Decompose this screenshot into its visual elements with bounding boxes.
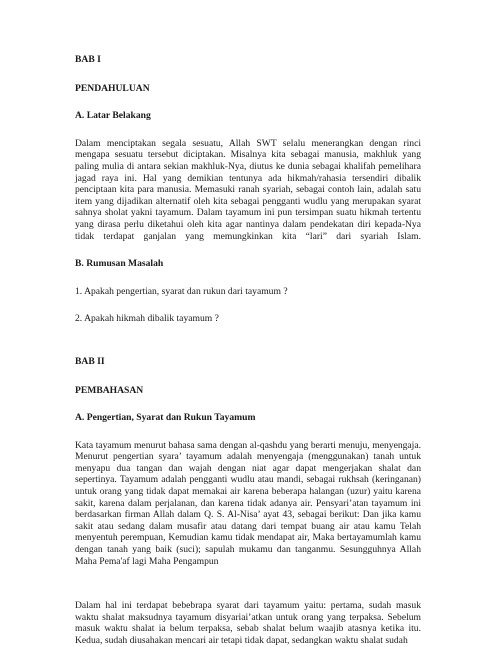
- section-a-heading: A. Latar Belakang: [75, 110, 151, 122]
- definition-paragraph: Kata tayamum menurut bahasa sama dengan al-qashdu yang berarti menuju, menyengaja. Menurut pengertian syara’ tayamum adalah menyengaja (menggunakan) tanah untuk menyapu dua tangan dan wajah dengan niat agar dapat mengerjakan shalat dan sepertinya. Tayamum adalah pengganti wudlu atau mandi, sebagai rukhsah (keringanan) untuk orang yang tidak dapat memakai air karena beberapa halangan (uzur) yaitu karena sakit, karena dalam perjalanan, dan karena tidak adanya air. Pensyari’atan tayamum ini berdasarkan firman Allah dalam Q. S. Al-Nisa’ ayat 43, sebagai berikut: Dan jika kamu sakit atau sedang dalam musafir atau datang dari tempat buang air atau kamu Telah menyentuh perempuan, Kemudian kamu tidak mendapat air, Maka bertayamumlah kamu dengan tanah yang baik (suci); sapulah mukamu dan tanganmu. Sesungguhnya Allah Maha Pema'af lagi Maha Pengampun: [75, 439, 421, 567]
- chapter-1-title: BAB I: [75, 54, 101, 65]
- document-page: [75, 54, 421, 647]
- section-b-heading: B. Rumusan Masalah: [75, 258, 164, 270]
- chapter-2-title: BAB II: [75, 355, 105, 367]
- question-item-1: 1. Apakah pengertian, syarat dan rukun dari tayamum ?: [75, 285, 288, 297]
- chapter-1-subtitle: PENDAHULUAN: [75, 82, 150, 94]
- background-paragraph: Dalam menciptakan segala sesuatu, Allah SWT selalu menerangkan dengan rinci mengapa sesuatu tersebut diciptakan. Misalnya kita sebagai manusia, makhluk yang paling mulia di antara sekian makhluk-Nya, diutus ke dunia sebagai khalifah pemelihara jagad raya ini. Hal yang demikian tentunya ada hikmah/rahasia tersendiri dibalik penciptaan kita para manusia. Memasuki ranah syariah, sebagai contoh lain, adalah satu item yang dijadikan alternatif oleh kita sebagai pengganti wudlu yang merupakan syarat sahnya sholat yakni tayamum. Dalam tayamum ini pun tersimpan suatu hikmah tertentu yang dirasa perlu diketahui oleh kita agar nantinya dalam pendekatan diri kepada-Nya tidak terdapat ganjalan yang memungkinkan kita “lari” dari syariah Islam.: [75, 137, 421, 242]
- question-item-2: 2. Apakah hikmah dibalik tayamum ?: [75, 313, 219, 325]
- chapter-2-subtitle: PEMBAHASAN: [75, 384, 144, 396]
- section-2a-heading: A. Pengertian, Syarat dan Rukun Tayamum: [75, 412, 256, 424]
- requirements-paragraph: Dalam hal ini terdapat bebebrapa syarat dari tayamum yaitu: pertama, sudah masuk waktu shalat maksudnya tayamum disyariai’atkan untuk orang yang terpaksa. Sebelum masuk waktu shalat ia belum terpaksa, sebab shalat belum waajib atasnya ketika itu. Kedua, sudah diusahakan mencari air tetapi tidak dapat, sedangkan waktu shalat sudah: [75, 600, 421, 646]
